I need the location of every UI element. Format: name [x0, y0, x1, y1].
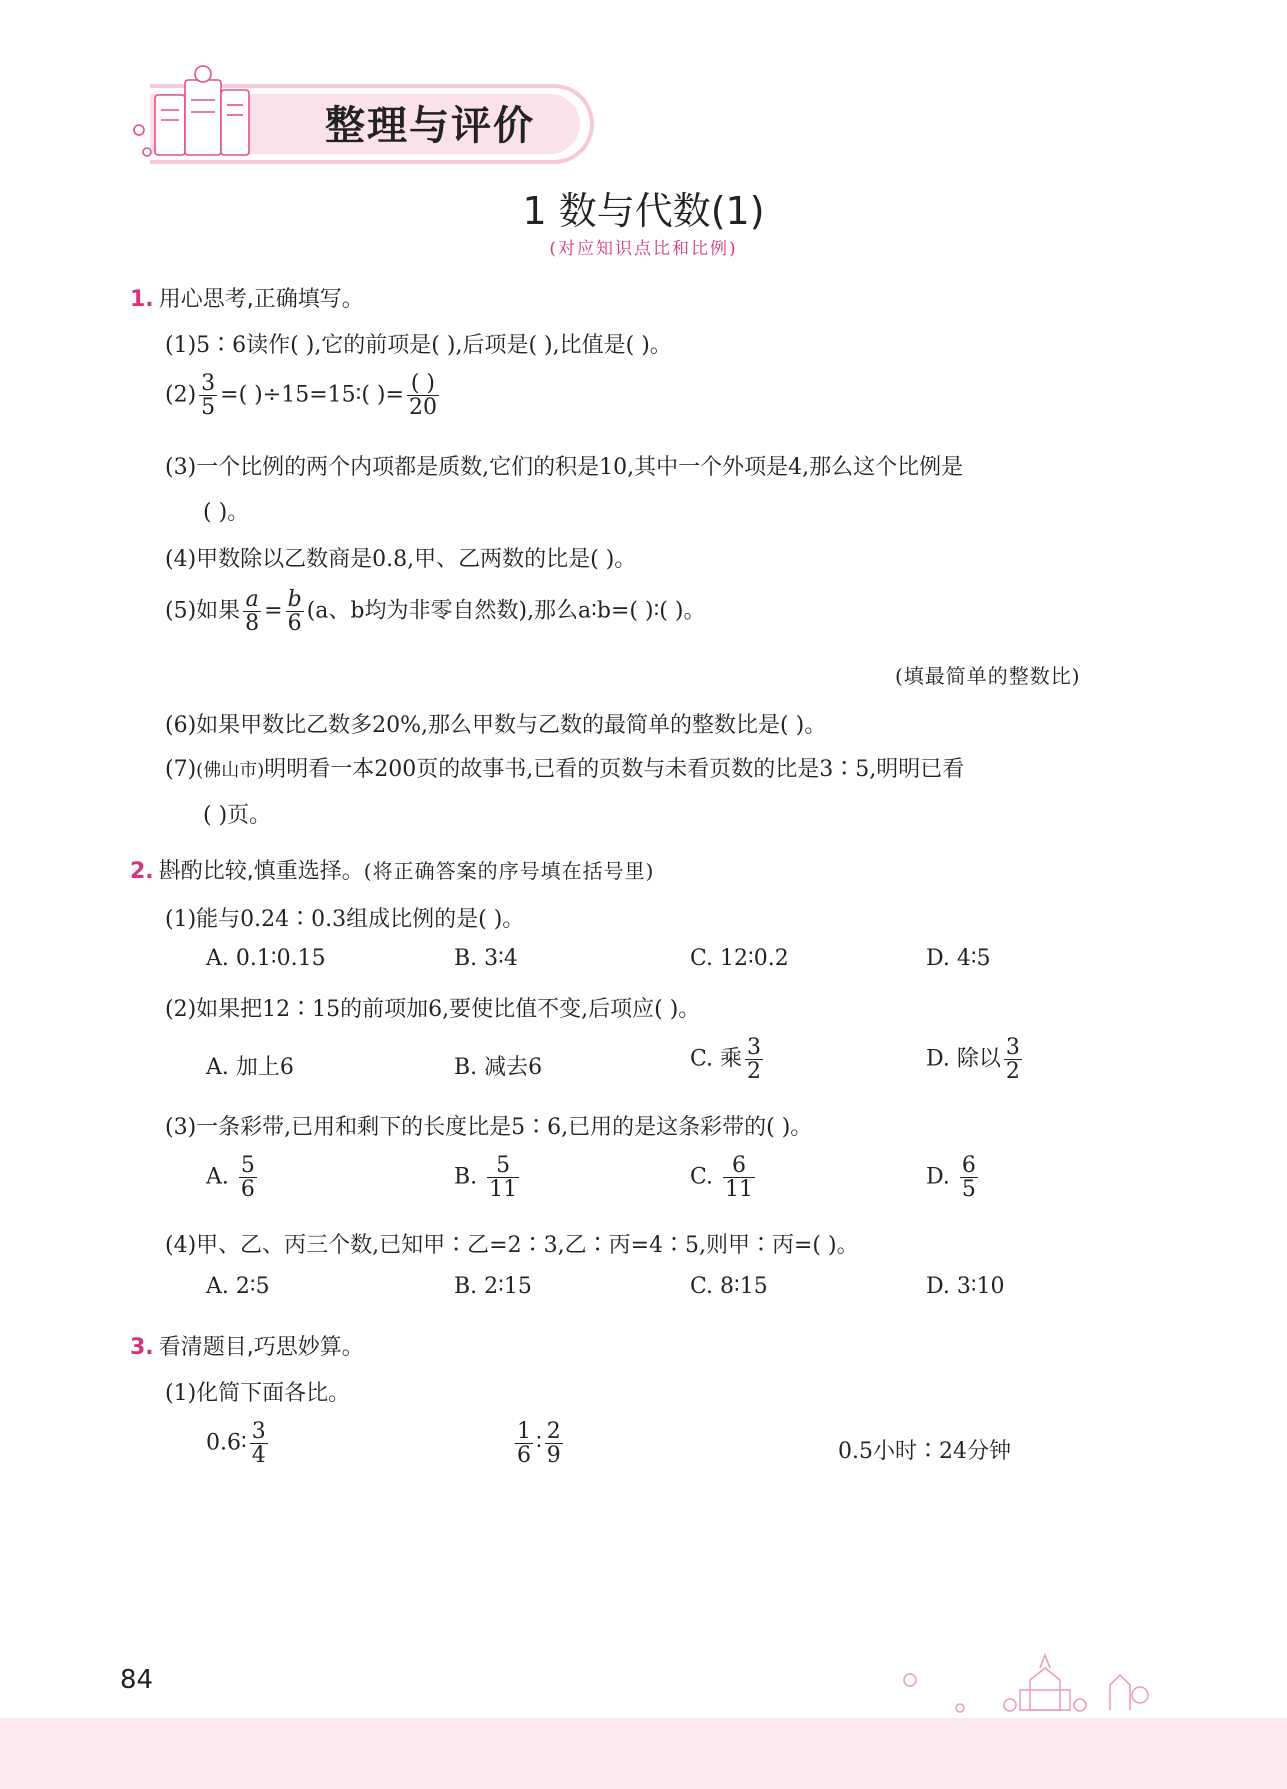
- q2-1-option-c: C. 12∶0.2: [690, 946, 789, 971]
- fraction: $\frac{5}{11}$: [489, 1153, 518, 1203]
- castle-illustration-icon: [880, 1650, 1180, 1720]
- q2-1-option-d: D. 4∶5: [926, 946, 991, 971]
- q1-part-3: (3)一个比例的两个内项都是质数,它们的积是10,其中一个外项是4,那么这个比例是: [165, 455, 964, 480]
- question-number: 1.: [130, 287, 154, 312]
- q2-3-option-b: B. $\frac{5}{11}$: [454, 1153, 518, 1203]
- fraction: $\frac{( )}{20}$: [408, 371, 437, 421]
- q3-expression-3: 0.5小时∶24分钟: [838, 1439, 1011, 1464]
- banner-title: 整理与评价: [325, 103, 535, 149]
- q2-4-option-c: C. 8∶15: [690, 1274, 768, 1299]
- books-illustration-icon: [125, 60, 275, 165]
- q2-2-option-b: B. 减去6: [454, 1055, 543, 1080]
- fraction: $\frac{6}{5}$: [961, 1153, 976, 1203]
- q1-part-4: (4)甲数除以乙数商是0.8,甲、乙两数的比是( )。: [165, 547, 637, 572]
- fraction: $\frac{6}{11}$: [725, 1153, 754, 1203]
- q1-part-6: (6)如果甲数比乙数多20%,那么甲数与乙数的最简单的整数比是( )。: [165, 713, 827, 738]
- q2-4-option-b: B. 2∶15: [454, 1274, 532, 1299]
- q2-4-option-d: D. 3∶10: [926, 1274, 1005, 1299]
- fraction: $\frac{3}{2}$: [747, 1035, 762, 1085]
- q1-part-1: (1)5∶6读作( ),它的前项是( ),后项是( ),比值是( )。: [165, 333, 672, 358]
- q2-part-3: (3)一条彩带,已用和剩下的长度比是5∶6,已用的是这条彩带的( )。: [165, 1115, 813, 1140]
- question-number: 3.: [130, 1335, 154, 1360]
- q2-3-option-a: A. $\frac{5}{6}$: [206, 1153, 255, 1203]
- q1-part-5-note: (填最简单的整数比): [895, 664, 1081, 688]
- q2-1-option-b: B. 3∶4: [454, 946, 518, 971]
- q1-part-5: (5)如果 $\frac{a}{8}$ = $\frac{b}{6}$ (a、b均为非零自然数),那么a∶b=( )∶( )。: [165, 587, 706, 637]
- q2-part-4: (4)甲、乙、丙三个数,已知甲∶乙=2∶3,乙∶丙=4∶5,则甲∶丙=( )。: [165, 1233, 859, 1258]
- fraction: $\frac{b}{6}$: [287, 587, 302, 637]
- question-2-heading: [130, 854, 654, 885]
- section-subtitle: (对应知识点比和比例): [549, 239, 738, 259]
- page-number: 84: [120, 1665, 154, 1695]
- q2-3-option-c: C. $\frac{6}{11}$: [690, 1153, 754, 1203]
- q2-part-1: (1)能与0.24∶0.3组成比例的是( )。: [165, 907, 525, 932]
- fraction: $\frac{3}{4}$: [251, 1419, 266, 1469]
- fraction: $\frac{a}{8}$: [245, 587, 260, 637]
- footer-band: [0, 1718, 1287, 1789]
- q3-part-1: (1)化简下面各比。: [165, 1381, 351, 1406]
- section-title: 1 数与代数(1): [522, 189, 765, 233]
- q2-2-option-c: C. 乘 $\frac{3}{2}$: [690, 1035, 762, 1085]
- q1-part-7: (7)(佛山市)明明看一本200页的故事书,已看的页数与未看页数的比是3∶5,明明已看: [165, 757, 965, 782]
- fraction: $\frac{2}{9}$: [546, 1419, 561, 1469]
- q2-part-2: (2)如果把12∶15的前项加6,要使比值不变,后项应( )。: [165, 997, 701, 1022]
- q2-2-option-d: D. 除以 $\frac{3}{2}$: [926, 1035, 1020, 1085]
- q1-part-3-blank: ( )。: [203, 500, 250, 525]
- fraction: $\frac{3}{2}$: [1005, 1035, 1020, 1085]
- q3-expression-1: 0.6∶ $\frac{3}{4}$: [206, 1419, 266, 1469]
- q1-part-2: (2) $\frac{3}{5}$ =( )÷15=15∶( )= $\frac{( )}{20}$: [165, 371, 437, 421]
- q2-3-option-d: D. $\frac{6}{5}$: [926, 1153, 976, 1203]
- question-heading: 用心思考,正确填写。: [158, 287, 364, 312]
- q1-part-7-blank: ( )页。: [203, 803, 272, 828]
- fraction: $\frac{1}{6}$: [517, 1419, 531, 1469]
- question-3-heading: [130, 1330, 364, 1361]
- fraction: $\frac{5}{6}$: [240, 1153, 255, 1203]
- q2-4-option-a: A. 2∶5: [206, 1274, 270, 1299]
- question-heading: 斟酌比较,慎重选择。: [158, 859, 364, 884]
- q3-expression-2: $\frac{1}{6}$ ∶ $\frac{2}{9}$: [517, 1419, 561, 1469]
- question-note: (将正确答案的序号填在括号里): [363, 859, 655, 883]
- question-heading: 看清题目,巧思妙算。: [158, 1335, 364, 1360]
- question-number: 2.: [130, 859, 154, 884]
- fraction: $\frac{3}{5}$: [201, 371, 216, 421]
- question-1-heading: [130, 282, 364, 313]
- q2-2-option-a: A. 加上6: [206, 1055, 294, 1080]
- q2-1-option-a: A. 0.1∶0.15: [206, 946, 326, 971]
